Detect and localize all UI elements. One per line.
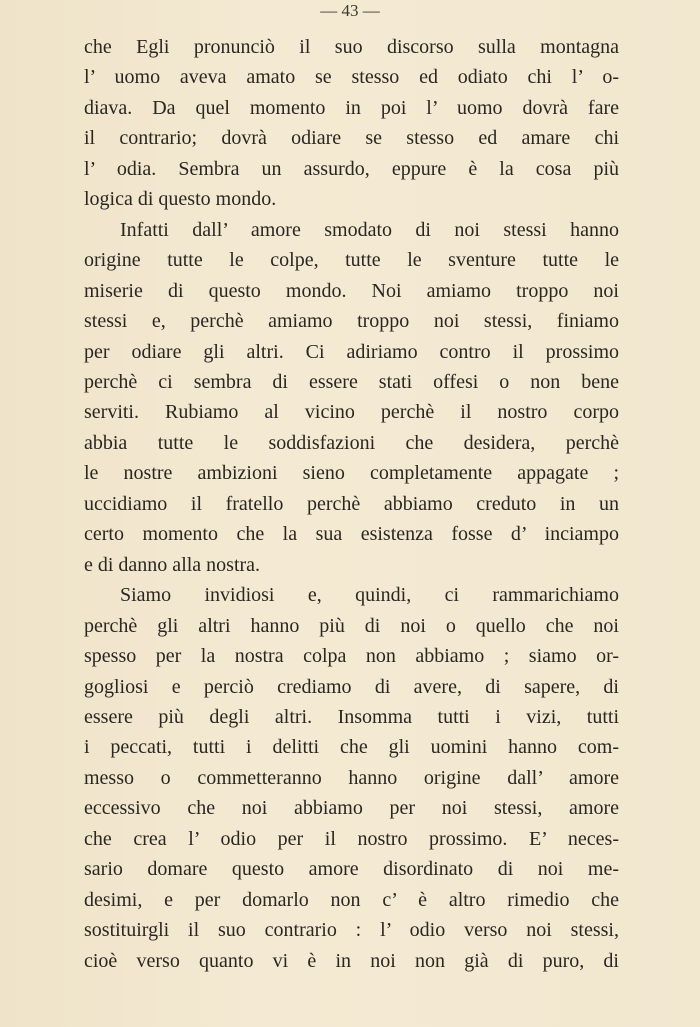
text-line (84, 702, 619, 732)
text-line-content: e di danno alla nostra. (84, 553, 261, 576)
text-line-content: gogliosi e perciò crediamo di avere, di sapere, di (84, 675, 619, 698)
text-line-content: cioè verso quanto vi è in noi non già di puro, di (84, 949, 619, 972)
text-line (84, 245, 619, 275)
text-line-content: sario domare questo amore disordinato di noi me- (84, 858, 619, 881)
text-line-content: l’ odia. Sembra un assurdo, eppure è la cosa più (84, 157, 619, 180)
text-line (84, 580, 619, 610)
text-line (84, 550, 619, 580)
text-line-content: spesso per la nostra colpa non abbiamo ; siamo or- (84, 645, 619, 668)
text-line (84, 946, 619, 976)
text-line (84, 428, 619, 458)
text-line-content: i peccati, tutti i delitti che gli uomini hanno com- (84, 736, 619, 759)
text-line-content: abbia tutte le soddisfazioni che desidera, perchè (84, 431, 619, 454)
text-line-content: miserie di questo mondo. Noi amiamo troppo noi (84, 279, 619, 302)
text-line (84, 732, 619, 762)
text-line (84, 367, 619, 397)
text-line (84, 154, 619, 184)
text-line-content: logica di questo mondo. (84, 188, 277, 211)
text-line-content: sostituirgli il suo contrario : l’ odio verso noi stessi, (84, 919, 619, 942)
text-line (84, 824, 619, 854)
text-line (84, 93, 619, 123)
text-line (84, 915, 619, 945)
text-line-content: eccessivo che noi abbiamo per noi stessi, amore (84, 797, 619, 820)
text-line (84, 62, 619, 92)
text-line-content: le nostre ambizioni sieno completamente appagate ; (84, 462, 619, 485)
text-line-content: il contrario; dovrà odiare se stesso ed amare chi (84, 127, 619, 150)
text-line (84, 793, 619, 823)
text-line-content: essere più degli altri. Insomma tutti i vizi, tutti (84, 705, 619, 728)
text-line (84, 641, 619, 671)
text-line-content: che Egli pronunciò il suo discorso sulla montagna (84, 36, 619, 58)
text-line (84, 489, 619, 519)
text-line (84, 337, 619, 367)
text-line (84, 458, 619, 488)
text-line (84, 184, 619, 214)
text-line-content: Siamo invidiosi e, quindi, ci rammarichiamo (120, 584, 619, 607)
text-line-content: perchè gli altri hanno più di noi o quello che noi (84, 614, 619, 637)
text-line-content: certo momento che la sua esistenza fosse d’ inciampo (84, 523, 619, 546)
page-number: — 43 — (320, 1, 380, 20)
text-line-content: uccidiamo il fratello perchè abbiamo creduto in un (84, 492, 619, 515)
text-line-content: stessi e, perchè amiamo troppo noi stessi, finiamo (84, 310, 619, 333)
text-line-content: messo o commetteranno hanno origine dall’ amore (84, 766, 619, 789)
text-line (84, 397, 619, 427)
text-line (84, 123, 619, 153)
body-text (84, 32, 619, 976)
text-line-content: diava. Da quel momento in poi l’ uomo dovrà fare (84, 96, 619, 119)
text-line (84, 672, 619, 702)
text-line (84, 276, 619, 306)
text-line (84, 519, 619, 549)
text-line-content: serviti. Rubiamo al vicino perchè il nostro corpo (84, 401, 619, 424)
text-line-content: l’ uomo aveva amato se stesso ed odiato chi l’ o- (84, 66, 619, 89)
text-line-content: Infatti dall’ amore smodato di noi stessi hanno (120, 218, 619, 241)
text-line (84, 215, 619, 245)
text-line (84, 763, 619, 793)
text-line-content: che crea l’ odio per il nostro prossimo. E’ neces- (84, 827, 619, 850)
text-line (84, 854, 619, 884)
text-line (84, 611, 619, 641)
text-line-content: origine tutte le colpe, tutte le sventure tutte le (84, 249, 619, 272)
text-line (84, 32, 619, 62)
text-line (84, 306, 619, 336)
text-line-content: desimi, e per domarlo non c’ è altro rimedio che (84, 888, 619, 911)
text-line-content: perchè ci sembra di essere stati offesi o non bene (84, 370, 619, 393)
text-line-content: per odiare gli altri. Ci adiriamo contro il prossimo (84, 340, 619, 363)
text-line (84, 885, 619, 915)
